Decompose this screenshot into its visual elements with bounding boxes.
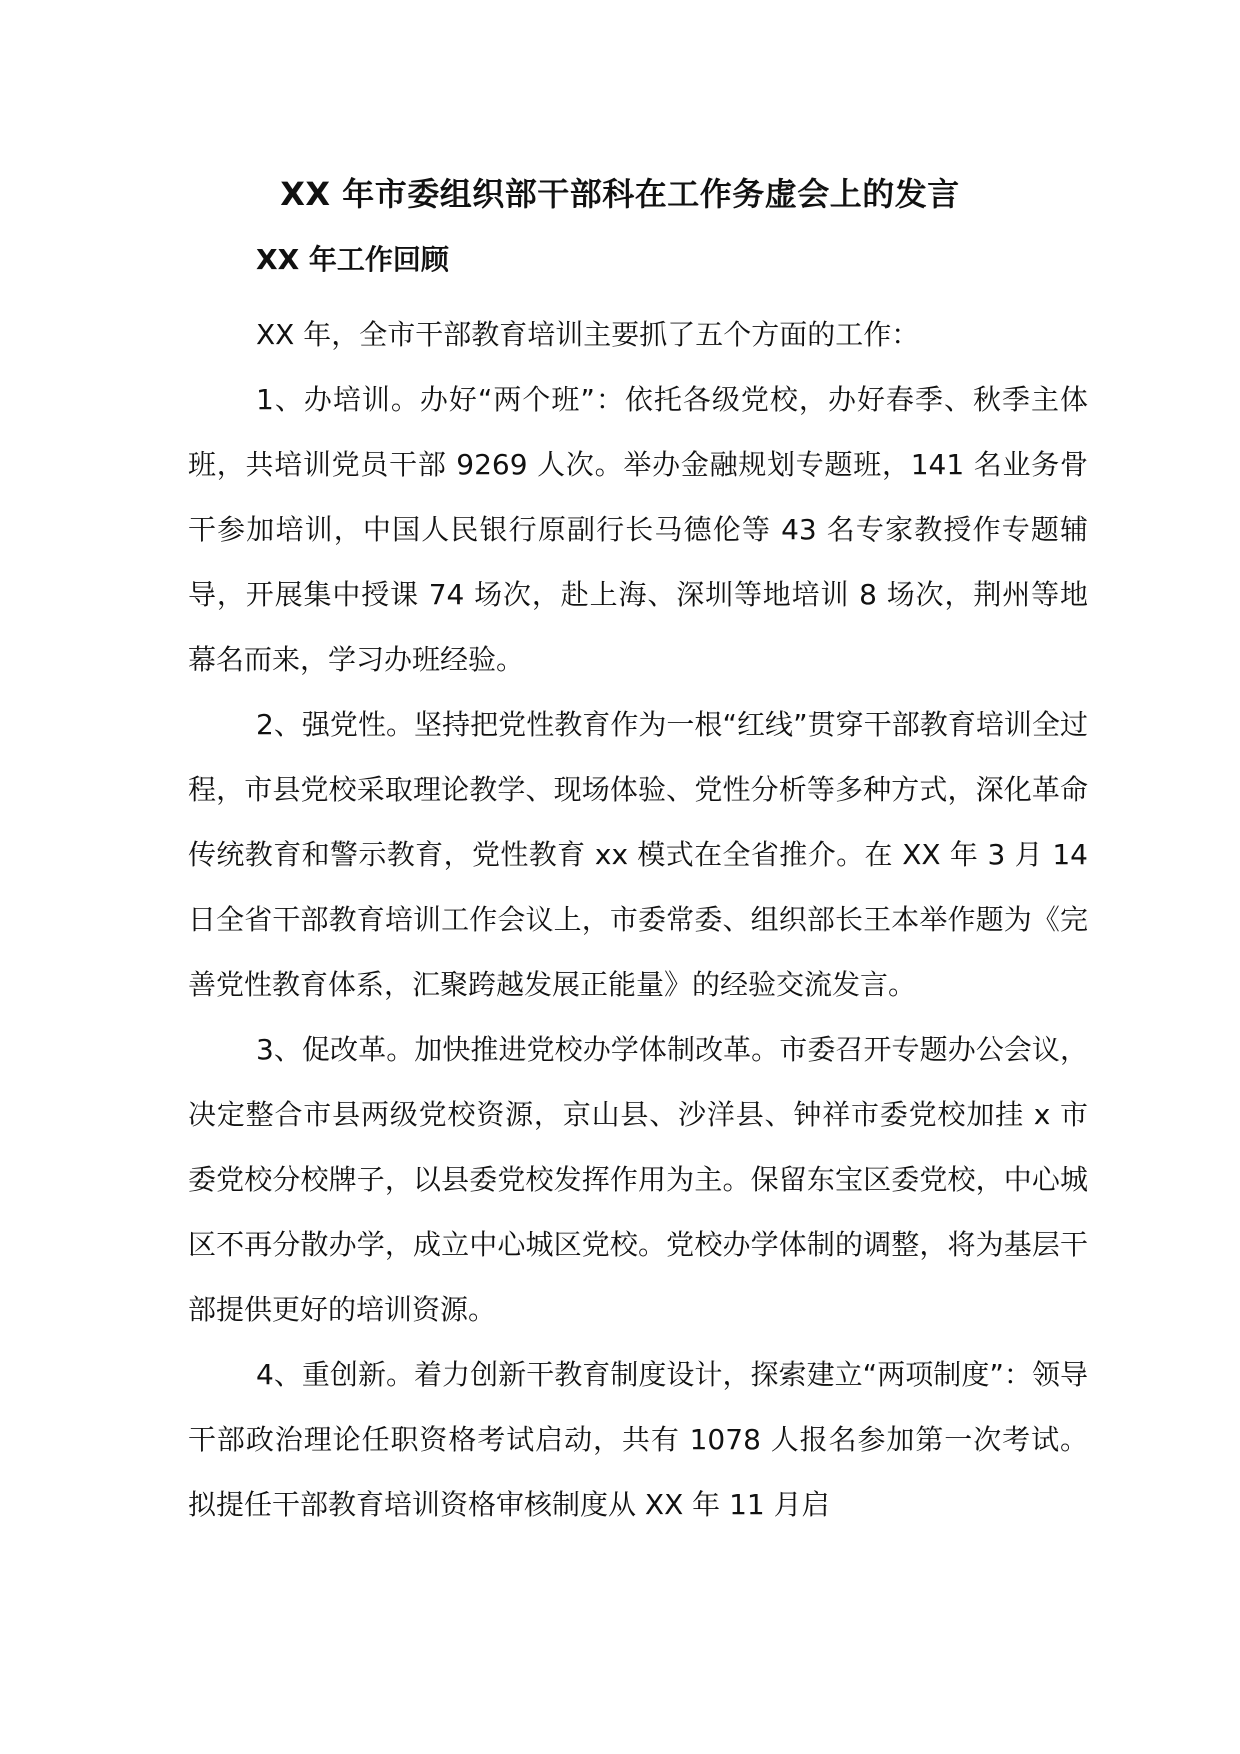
paragraph-intro: XX 年，全市干部教育培训主要抓了五个方面的工作： xyxy=(256,318,920,351)
document-body xyxy=(188,302,1088,1537)
paragraph-innovation: 4、重创新。着力创新干教育制度设计，探索建立“两项制度”：领导干部政治理论任职资格考试启动，共有 1078 人报名参加第一次考试。拟提任干部教育培训资格审核制度从 XX 年 11 月启 xyxy=(188,1358,1088,1521)
paragraph-training: 1、办培训。办好“两个班”：依托各级党校，办好春季、秋季主体班，共培训党员干部 9269 人次。举办金融规划专题班，141 名业务骨干参加培训，中国人民银行原副行长马德伦等 43 名专家教授作专题辅导，开展集中授课 74 场次，赴上海、深圳等地培训 8 场次，荆州等地幕名而来，学习办班经验。 xyxy=(188,383,1088,676)
document-title: XX 年市委组织部干部科在工作务虚会上的发言 xyxy=(280,175,960,213)
paragraph-party-spirit: 2、强党性。坚持把党性教育作为一根“红线”贯穿干部教育培训全过程，市县党校采取理论教学、现场体验、党性分析等多种方式，深化革命传统教育和警示教育，党性教育 xx 模式在全省推介。在 XX 年 3 月 14 日全省干部教育培训工作会议上，市委常委、组织部长王本举作题为《完善党性教育体系，汇聚跨越发展正能量》的经验交流发言。 xyxy=(188,708,1088,1001)
section-heading: XX 年工作回顾 xyxy=(256,243,449,276)
paragraph-reform: 3、促改革。加快推进党校办学体制改革。市委召开专题办公会议，决定整合市县两级党校资源，京山县、沙洋县、钟祥市委党校加挂 x 市委党校分校牌子，以县委党校发挥作用为主。保留东宝区委党校，中心城区不再分散办学，成立中心城区党校。党校办学体制的调整，将为基层干部提供更好的培训资源。 xyxy=(188,1033,1088,1326)
